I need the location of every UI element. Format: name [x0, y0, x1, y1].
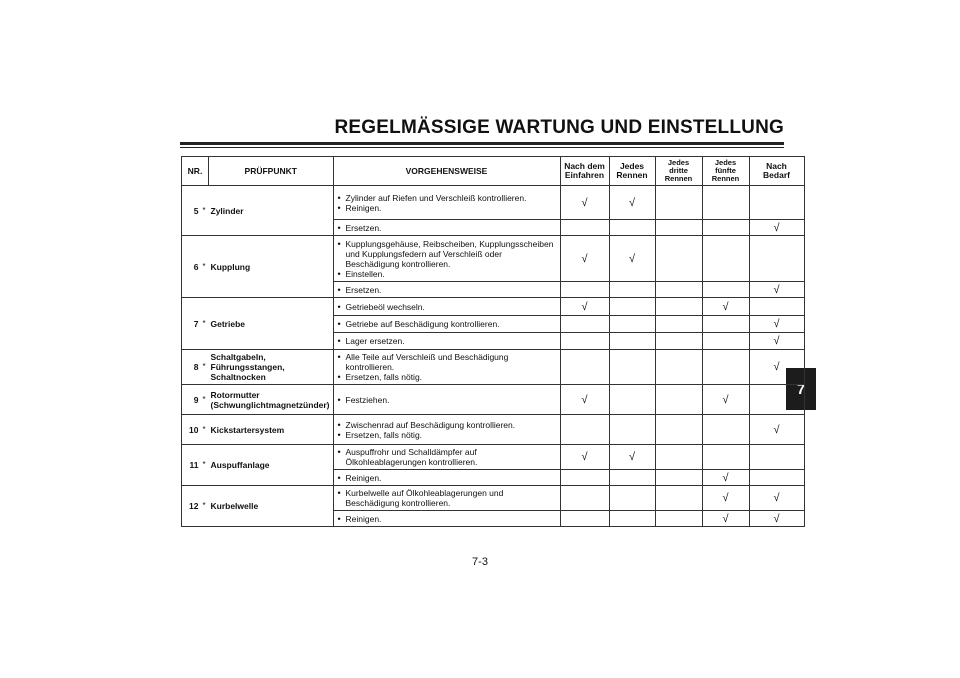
procedure-cell	[333, 186, 560, 220]
bullet-icon: •	[337, 372, 341, 382]
interval-check-cell	[702, 282, 749, 298]
interval-check-cell: √	[560, 385, 609, 415]
procedure-line	[338, 193, 557, 203]
procedure-cell	[333, 316, 560, 333]
interval-check-cell	[702, 333, 749, 350]
bullet-icon: •	[337, 336, 341, 346]
header-item: PRÜFPUNKT	[209, 157, 334, 186]
asterisk-mark: *	[200, 298, 209, 350]
interval-check-cell	[749, 445, 804, 470]
procedure-line	[338, 223, 557, 233]
interval-check-cell	[560, 220, 609, 236]
procedure-line	[338, 395, 557, 405]
check-item-name: Auspuffanlage	[209, 445, 334, 486]
title-rule-thin	[180, 147, 784, 148]
title-rule	[180, 142, 784, 145]
interval-check-cell	[609, 385, 655, 415]
interval-check-cell	[609, 282, 655, 298]
bullet-icon: •	[337, 202, 341, 213]
interval-check-cell	[560, 470, 609, 486]
interval-check-cell	[749, 470, 804, 486]
bullet-icon: •	[337, 238, 341, 249]
check-item-name: Rotormutter (Schwunglichtmagnetzünder)	[209, 385, 334, 415]
asterisk-mark: *	[200, 236, 209, 298]
interval-check-cell	[560, 486, 609, 511]
page-number: 7-3	[472, 556, 488, 568]
interval-check-cell	[560, 511, 609, 527]
interval-check-cell	[655, 298, 702, 316]
interval-check-cell	[655, 486, 702, 511]
asterisk-mark: *	[200, 186, 209, 236]
procedure-text: Ersetzen, falls nötig.	[345, 429, 423, 440]
procedure-text: Zwischenrad auf Beschädigung kontrollieren.	[345, 419, 516, 430]
table-row	[182, 186, 805, 220]
interval-check-cell	[655, 385, 702, 415]
row-number: 5	[182, 186, 200, 236]
procedure-text: Reinigen.	[345, 202, 382, 213]
bullet-icon: •	[337, 284, 341, 295]
header-nr: NR.	[182, 157, 209, 186]
asterisk-mark: *	[200, 385, 209, 415]
page-title: REGELMÄSSIGE WARTUNG UND EINSTELLUNG	[334, 117, 784, 138]
bullet-icon: •	[337, 447, 341, 457]
procedure-text: Zylinder auf Riefen und Verschleiß kontrollieren.	[345, 192, 527, 203]
check-item-name: Kupplung	[209, 236, 334, 298]
procedure-cell	[333, 333, 560, 350]
interval-check-cell	[609, 298, 655, 316]
interval-check-cell	[655, 220, 702, 236]
procedure-line	[338, 488, 557, 508]
procedure-line	[338, 514, 557, 524]
interval-check-cell: √	[702, 486, 749, 511]
bullet-icon: •	[337, 419, 341, 430]
interval-check-cell: √	[560, 186, 609, 220]
check-item-name: Zylinder	[209, 186, 334, 236]
bullet-icon: •	[337, 301, 341, 312]
row-number: 9	[182, 385, 200, 415]
procedure-cell	[333, 350, 560, 385]
interval-check-cell	[609, 511, 655, 527]
table-header-row	[182, 157, 805, 186]
procedure-text: Kupplungsgehäuse, Reibscheiben, Kupplungsscheiben und Kupplungsfedern auf Verschleiß oder Beschädigung kontrollieren.	[345, 238, 554, 269]
interval-check-cell: √	[702, 385, 749, 415]
interval-check-cell	[749, 186, 804, 220]
interval-check-cell: √	[749, 350, 804, 385]
procedure-cell	[333, 220, 560, 236]
bullet-icon: •	[337, 513, 341, 524]
interval-check-cell	[560, 350, 609, 385]
interval-check-cell: √	[749, 316, 804, 333]
bullet-icon: •	[337, 192, 341, 203]
check-item-name: Kurbelwelle	[209, 486, 334, 527]
interval-check-cell	[655, 350, 702, 385]
interval-check-cell	[655, 236, 702, 282]
procedure-cell	[333, 445, 560, 470]
interval-check-cell: √	[749, 333, 804, 350]
header-every-race: Jedes Rennen	[609, 157, 655, 186]
asterisk-mark: *	[200, 445, 209, 486]
interval-check-cell	[749, 385, 804, 415]
header-procedure: VORGEHENSWEISE	[333, 157, 560, 186]
interval-check-cell	[609, 333, 655, 350]
procedure-text: Ersetzen.	[345, 222, 382, 233]
procedure-text: Kurbelwelle auf Ölkohleablagerungen und Beschädigung kontrollieren.	[345, 488, 504, 508]
interval-check-cell	[749, 236, 804, 282]
interval-check-cell	[609, 415, 655, 445]
interval-check-cell	[702, 350, 749, 385]
interval-check-cell: √	[609, 236, 655, 282]
row-number: 7	[182, 298, 200, 350]
table-body	[182, 186, 805, 527]
bullet-icon: •	[337, 472, 341, 483]
procedure-cell	[333, 486, 560, 511]
interval-check-cell	[609, 220, 655, 236]
procedure-text: Alle Teile auf Verschleiß und Beschädigung kontrollieren.	[345, 352, 509, 372]
procedure-line	[338, 473, 557, 483]
interval-check-cell	[655, 470, 702, 486]
procedure-text: Ersetzen, falls nötig.	[345, 372, 423, 382]
procedure-text: Festziehen.	[345, 394, 390, 405]
procedure-line	[338, 319, 557, 329]
interval-check-cell	[609, 316, 655, 333]
table-row	[182, 486, 805, 511]
procedure-line	[338, 203, 557, 213]
procedure-line	[338, 239, 557, 269]
bullet-icon: •	[337, 429, 341, 440]
interval-check-cell: √	[749, 220, 804, 236]
header-after-break-in: Nach dem Einfahren	[560, 157, 609, 186]
interval-check-cell	[655, 511, 702, 527]
interval-check-cell: √	[560, 445, 609, 470]
maintenance-table	[181, 156, 805, 527]
procedure-line	[338, 420, 557, 430]
row-number: 10	[182, 415, 200, 445]
interval-check-cell	[560, 282, 609, 298]
check-item-name: Schaltgabeln, Führungsstangen, Schaltnocken	[209, 350, 334, 385]
interval-check-cell: √	[609, 186, 655, 220]
table-row	[182, 385, 805, 415]
table-row	[182, 350, 805, 385]
interval-check-cell: √	[749, 511, 804, 527]
interval-check-cell: √	[702, 298, 749, 316]
interval-check-cell	[702, 236, 749, 282]
interval-check-cell	[560, 415, 609, 445]
asterisk-mark: *	[200, 350, 209, 385]
procedure-text: Reinigen.	[345, 472, 382, 483]
procedure-cell	[333, 385, 560, 415]
interval-check-cell	[702, 316, 749, 333]
procedure-cell	[333, 511, 560, 527]
interval-check-cell	[655, 333, 702, 350]
interval-check-cell	[609, 470, 655, 486]
procedure-line	[338, 302, 557, 312]
interval-check-cell	[655, 282, 702, 298]
procedure-line	[338, 285, 557, 295]
interval-check-cell: √	[749, 282, 804, 298]
chapter-tab[interactable]: 7	[786, 368, 816, 410]
interval-check-cell	[702, 220, 749, 236]
bullet-icon: •	[337, 319, 341, 329]
interval-check-cell: √	[560, 298, 609, 316]
interval-check-cell	[655, 316, 702, 333]
procedure-line	[338, 447, 557, 467]
bullet-icon: •	[337, 222, 341, 233]
asterisk-mark: *	[200, 415, 209, 445]
check-item-name: Getriebe	[209, 298, 334, 350]
procedure-text: Auspuffrohr und Schalldämpfer auf Ölkohleablagerungen kontrollieren.	[345, 447, 478, 467]
row-number: 12	[182, 486, 200, 527]
procedure-cell	[333, 470, 560, 486]
procedure-cell	[333, 298, 560, 316]
procedure-cell	[333, 236, 560, 282]
interval-check-cell	[655, 415, 702, 445]
row-number: 6	[182, 236, 200, 298]
procedure-line	[338, 372, 557, 382]
bullet-icon: •	[337, 488, 341, 498]
table-row	[182, 415, 805, 445]
interval-check-cell	[560, 316, 609, 333]
procedure-line	[338, 430, 557, 440]
procedure-line	[338, 352, 557, 372]
interval-check-cell	[655, 186, 702, 220]
header-every-fifth-race: Jedes fünfte Rennen	[702, 157, 749, 186]
procedure-text: Ersetzen.	[345, 284, 382, 295]
interval-check-cell	[560, 333, 609, 350]
interval-check-cell	[609, 486, 655, 511]
check-item-name: Kickstartersystem	[209, 415, 334, 445]
procedure-cell	[333, 415, 560, 445]
interval-check-cell: √	[702, 511, 749, 527]
procedure-text: Reinigen.	[345, 513, 382, 524]
procedure-line	[338, 336, 557, 346]
interval-check-cell	[702, 186, 749, 220]
bullet-icon: •	[337, 268, 341, 279]
table-row	[182, 445, 805, 470]
interval-check-cell	[702, 445, 749, 470]
procedure-text: Getriebeöl wechseln.	[345, 301, 425, 312]
interval-check-cell	[609, 350, 655, 385]
procedure-text: Lager ersetzen.	[345, 336, 405, 346]
row-number: 8	[182, 350, 200, 385]
bullet-icon: •	[337, 394, 341, 405]
bullet-icon: •	[337, 352, 341, 362]
table-row	[182, 298, 805, 316]
table-row	[182, 236, 805, 282]
asterisk-mark: *	[200, 486, 209, 527]
interval-check-cell: √	[702, 470, 749, 486]
procedure-cell	[333, 282, 560, 298]
interval-check-cell	[702, 415, 749, 445]
interval-check-cell	[655, 445, 702, 470]
procedure-text: Getriebe auf Beschädigung kontrollieren.	[345, 319, 500, 329]
header-as-required: Nach Bedarf	[749, 157, 804, 186]
interval-check-cell: √	[560, 236, 609, 282]
interval-check-cell: √	[749, 486, 804, 511]
header-every-third-race: Jedes dritte Rennen	[655, 157, 702, 186]
interval-check-cell: √	[749, 415, 804, 445]
interval-check-cell: √	[609, 445, 655, 470]
row-number: 11	[182, 445, 200, 486]
procedure-text: Einstellen.	[345, 268, 385, 279]
interval-check-cell	[749, 298, 804, 316]
procedure-line	[338, 269, 557, 279]
